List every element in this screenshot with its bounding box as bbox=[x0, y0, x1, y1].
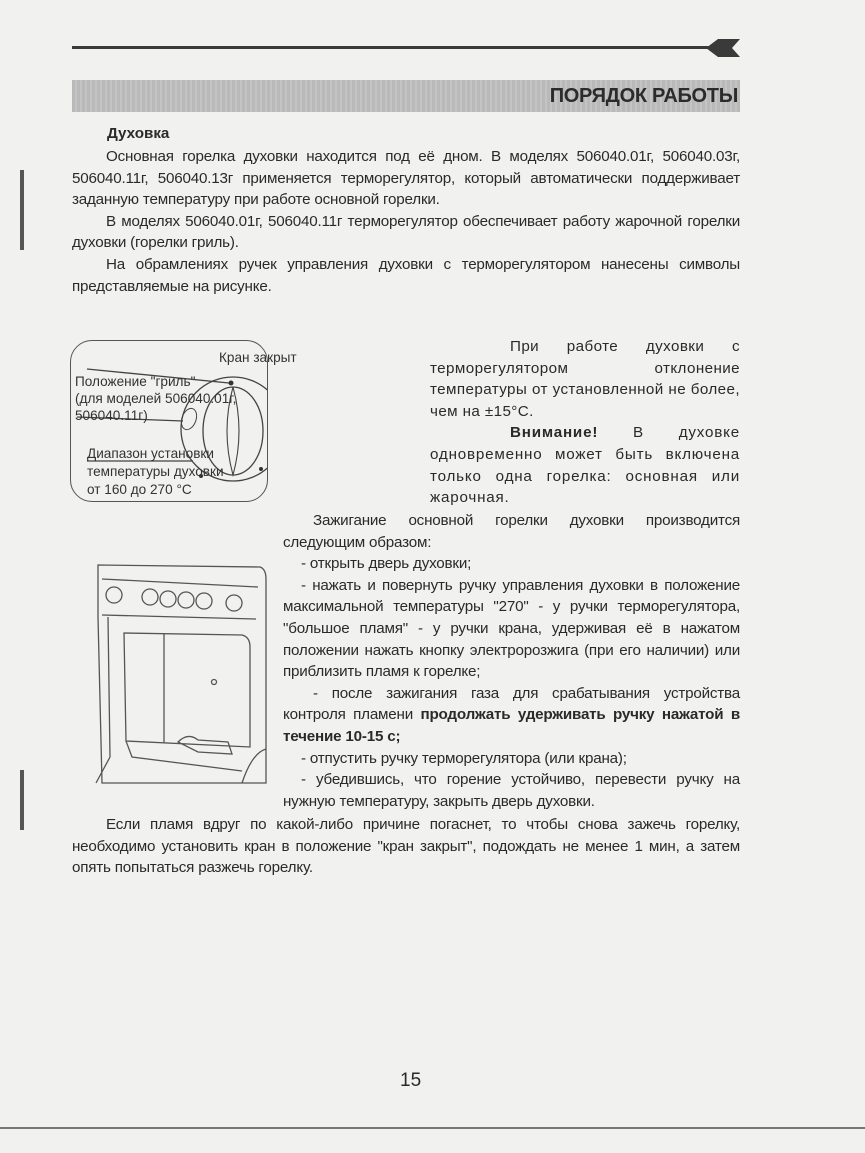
paragraph: При работе духовки с терморегулятором отклонение температуры от установленной не более, чем на ±15°С. bbox=[430, 338, 740, 420]
label-grill: Положение "гриль" bbox=[75, 374, 196, 389]
paragraph: В моделях 506040.01г, 506040.11г терморегулятор обеспечивает работу жарочной горелки духовки (горелки гриль). bbox=[72, 212, 740, 252]
binding-mark bbox=[20, 170, 24, 250]
section-heading: Духовка bbox=[107, 125, 170, 142]
side-note bbox=[430, 336, 740, 509]
label-grill-models: 506040.11г) bbox=[75, 408, 148, 423]
page-number: 15 bbox=[400, 1070, 422, 1091]
bottom-rule bbox=[0, 1127, 865, 1129]
step bbox=[283, 683, 740, 748]
oven-description bbox=[72, 146, 740, 297]
warning-text: В духовке одновременно может быть включена только одна горелка: основная или жарочная. bbox=[430, 424, 740, 507]
label-range: Диапазон установки bbox=[87, 446, 214, 461]
step-text: - после зажигания газа для срабатывания устройства контроля пламени bbox=[283, 684, 740, 724]
step: - убедившись, что горение устойчиво, перевести ручку на нужную температуру, закрыть дверь духовки. bbox=[283, 771, 740, 810]
thermostat-knob-diagram bbox=[70, 340, 297, 502]
paragraph: Зажигание основной горелки духовки производится следующим образом: bbox=[283, 512, 740, 551]
label-grill-models: (для моделей 506040.01г, bbox=[75, 391, 237, 406]
paragraph: Если пламя вдруг по какой-либо причине погаснет, то чтобы снова зажечь горелку, необходимо установить кран в положение "кран закрыт", подождать не менее 1 мин, а затем опять попытаться разжечь горелку. bbox=[72, 816, 740, 877]
relight-note bbox=[72, 814, 740, 879]
binding-mark bbox=[20, 770, 24, 830]
paragraph: На обрамлениях ручек управления духовки с терморегулятором нанесены символы представляемые на рисунке. bbox=[72, 255, 740, 295]
section-title: ПОРЯДОК РАБОТЫ bbox=[549, 85, 738, 107]
paragraph: Основная горелка духовки находится под её дном. В моделях 506040.01г, 506040.03г, 506040.11г, 506040.13г применяется терморегулятор, который автоматически поддерживает заданную температуру при работе основной горелки. bbox=[72, 148, 740, 209]
label-range: температуры духовки bbox=[87, 464, 224, 479]
step: - открыть дверь духовки; bbox=[301, 555, 472, 573]
step-emphasis: продолжать удерживать ручку нажатой в течение 10-15 с; bbox=[283, 706, 740, 745]
step: - нажать и повернуть ручку управления духовки в положение максимальной температуры "270" - у ручки терморегулятора, "большое пламя" - у ручки крана, удерживая её в нажатом положении нажать кнопку электророзжига (при его наличии) или приблизить пламя к горелке; bbox=[283, 576, 740, 681]
ignition-instructions bbox=[283, 510, 740, 812]
header-rule bbox=[72, 46, 712, 49]
arrow-head-icon bbox=[706, 38, 742, 58]
oven-illustration bbox=[92, 557, 268, 793]
warning-label: Внимание! bbox=[510, 424, 599, 442]
label-range: от 160 до 270 °C bbox=[87, 482, 192, 497]
step: - отпустить ручку терморегулятора (или крана); bbox=[301, 749, 627, 767]
label-tap-closed: Кран закрыт bbox=[219, 350, 297, 365]
section-banner bbox=[72, 80, 740, 112]
warning-paragraph bbox=[430, 422, 740, 508]
